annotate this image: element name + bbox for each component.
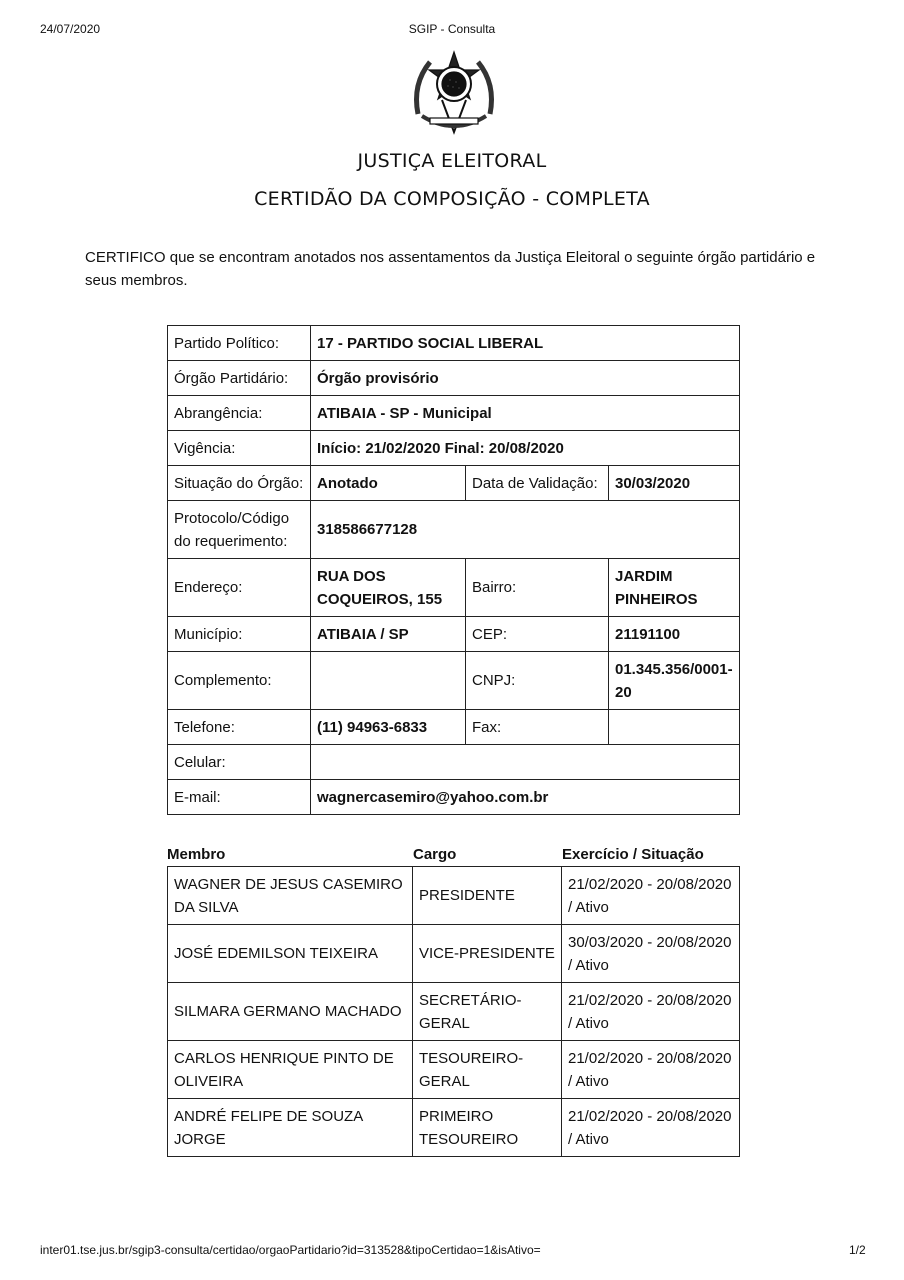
table-row [168, 501, 740, 559]
exercicio-header: Exercício / Situação [562, 846, 704, 863]
member-term: 21/02/2020 - 20/08/2020 / Ativo [562, 983, 740, 1041]
municipio-value: ATIBAIA / SP [311, 617, 466, 652]
protocolo-label: Protocolo/Código do requerimento: [168, 501, 311, 559]
celular-label: Celular: [168, 745, 311, 780]
endereco-value: RUA DOS COQUEIROS, 155 [311, 559, 466, 617]
orgao-label: Órgão Partidário: [168, 361, 311, 396]
document-title: JUSTIÇA ELEITORAL [357, 150, 547, 172]
table-row [168, 925, 740, 983]
member-name: SILMARA GERMANO MACHADO [168, 983, 413, 1041]
bairro-label: Bairro: [466, 559, 609, 617]
cep-value: 21191100 [609, 617, 740, 652]
document-subtitle: CERTIDÃO DA COMPOSIÇÃO - COMPLETA [254, 188, 650, 210]
member-role: PRESIDENTE [413, 867, 562, 925]
partido-label: Partido Político: [168, 326, 311, 361]
fax-label: Fax: [466, 710, 609, 745]
member-name: ANDRÉ FELIPE DE SOUZA JORGE [168, 1099, 413, 1157]
member-term: 21/02/2020 - 20/08/2020 / Ativo [562, 1041, 740, 1099]
fax-value [609, 710, 740, 745]
membro-header: Membro [167, 846, 226, 863]
member-role: TESOUREIRO-GERAL [413, 1041, 562, 1099]
endereco-label: Endereço: [168, 559, 311, 617]
table-row [168, 326, 740, 361]
member-name: CARLOS HENRIQUE PINTO DE OLIVEIRA [168, 1041, 413, 1099]
municipio-label: Município: [168, 617, 311, 652]
member-name: JOSÉ EDEMILSON TEIXEIRA [168, 925, 413, 983]
email-label: E-mail: [168, 780, 311, 815]
coat-of-arms-icon [408, 44, 500, 140]
footer-url: inter01.tse.jus.br/sgip3-consulta/certidao/orgaoPartidario?id=313528&tipoCertidao=1&isAtivo= [40, 1243, 541, 1257]
vigencia-value: Início: 21/02/2020 Final: 20/08/2020 [311, 431, 740, 466]
telefone-value: (11) 94963-6833 [311, 710, 466, 745]
cargo-header: Cargo [413, 846, 457, 863]
table-row [168, 396, 740, 431]
partido-value: 17 - PARTIDO SOCIAL LIBERAL [311, 326, 740, 361]
party-info-table [167, 325, 740, 815]
bairro-value: JARDIM PINHEIROS [609, 559, 740, 617]
table-row [168, 1041, 740, 1099]
abrangencia-label: Abrangência: [168, 396, 311, 431]
situacao-label: Situação do Órgão: [168, 466, 311, 501]
print-page-title: SGIP - Consulta [408, 22, 496, 36]
table-row [168, 983, 740, 1041]
validacao-label: Data de Validação: [466, 466, 609, 501]
member-role: VICE-PRESIDENTE [413, 925, 562, 983]
member-name: WAGNER DE JESUS CASEMIRO DA SILVA [168, 867, 413, 925]
table-row [168, 431, 740, 466]
cep-label: CEP: [466, 617, 609, 652]
page-number: 1/2 [849, 1243, 866, 1257]
table-row [168, 745, 740, 780]
table-row [168, 780, 740, 815]
members-table [167, 866, 740, 1157]
validacao-value: 30/03/2020 [609, 466, 740, 501]
member-term: 21/02/2020 - 20/08/2020 / Ativo [562, 1099, 740, 1157]
member-term: 30/03/2020 - 20/08/2020 / Ativo [562, 925, 740, 983]
cnpj-value: 01.345.356/0001-20 [609, 652, 740, 710]
situacao-value: Anotado [311, 466, 466, 501]
table-row [168, 652, 740, 710]
print-date: 24/07/2020 [40, 22, 101, 36]
table-row [168, 559, 740, 617]
vigencia-label: Vigência: [168, 431, 311, 466]
complemento-value [311, 652, 466, 710]
member-term: 21/02/2020 - 20/08/2020 / Ativo [562, 867, 740, 925]
complemento-label: Complemento: [168, 652, 311, 710]
abrangencia-value: ATIBAIA - SP - Municipal [311, 396, 740, 431]
member-role: SECRETÁRIO-GERAL [413, 983, 562, 1041]
table-row [168, 710, 740, 745]
intro-paragraph: CERTIFICO que se encontram anotados nos assentamentos da Justiça Eleitoral o seguinte órgão partidário e seus membros. [85, 249, 816, 289]
table-row [168, 466, 740, 501]
telefone-label: Telefone: [168, 710, 311, 745]
orgao-value: Órgão provisório [311, 361, 740, 396]
cnpj-label: CNPJ: [466, 652, 609, 710]
email-value: wagnercasemiro@yahoo.com.br [311, 780, 740, 815]
table-row [168, 617, 740, 652]
member-role: PRIMEIRO TESOUREIRO [413, 1099, 562, 1157]
protocolo-value: 318586677128 [311, 501, 740, 559]
table-row [168, 1099, 740, 1157]
table-row [168, 867, 740, 925]
celular-value [311, 745, 740, 780]
table-row [168, 361, 740, 396]
